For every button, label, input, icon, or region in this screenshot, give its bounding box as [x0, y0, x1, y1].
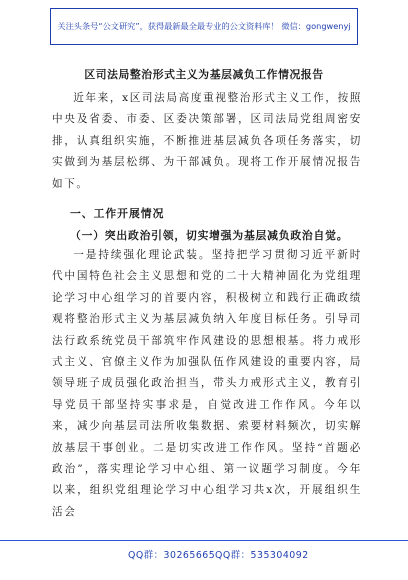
document-title: 区司法局整治形式主义为基层减负工作情况报告	[84, 68, 324, 81]
intro-paragraph: 近年来，x区司法局高度重视整治形式主义工作，按照中央及省委、市委、区委决策部署，区司法局党组周密安排，认真组织实施，不断推进基层减负各项任务落实，切实做到为基层松绑、为干部减负。现将工作开展情况报告如下。	[52, 92, 362, 190]
body-paragraph: 一是持续强化理论武装。坚持把学习贯彻习近平新时代中国特色社会主义思想和党的二十大精神固化为党组理论学习中心组学习的首要内容，积极树立和践行正确政绩观将整治形式主义为基层减负纳入年度目标任务。引导司法行政系统党员干部筑牢作风建设的思想根基。将力戒形式主义、官僚主义作为加强队伍作风建设的重要内容，局领导班子成员强化政治担当，带头力戒形式主义，教育引导党员干部坚持实事求是，自觉改进工作作风。今年以来，减少向基层司法所收集数据、索要材料频次，切实解放基层干事创业。二是切实改进工作作风。坚持“首题必政治”，落实理论学习中心组、第一议题学习制度。今年以来，组织党组理论学习中心组学习共x次，开展组织生活会	[52, 249, 362, 518]
banner-text: 关注头条号“公文研究”，获得最新最全最专业的公文资料库！ 微信：gongwenyj	[57, 21, 351, 31]
footer-qq-group-1: QQ群：30265665	[128, 550, 216, 561]
header-banner	[50, 8, 358, 45]
section-heading: 一、工作开展情况	[70, 207, 165, 220]
subsection-heading: （一）突出政治引领，切实增强为基层减负政治自觉。	[70, 229, 349, 242]
footer-qq-group-2: QQ群：535304092	[215, 550, 309, 561]
footer	[0, 540, 408, 561]
